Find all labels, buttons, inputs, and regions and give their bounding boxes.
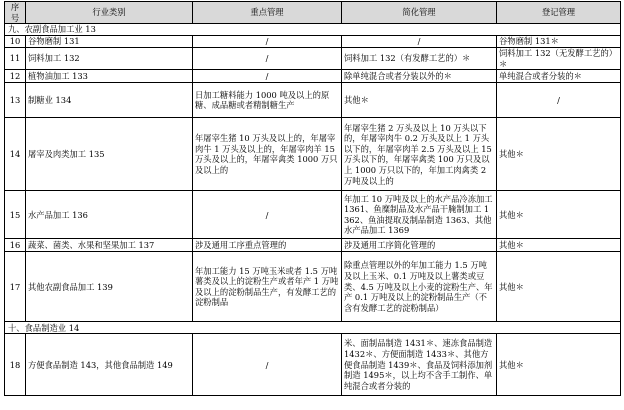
table-row [5,36,621,48]
table-row [5,118,621,191]
cell-key-management: 涉及通用工序重点管理的 [193,239,342,252]
cell-registration-management: 谷物磨制 131＊ [497,36,621,48]
cell-simplified-management: 除单纯混合或者分装以外的＊ [342,70,497,83]
cell-simplified-management: 饲料加工 132（有发酵工艺的）＊ [342,48,497,70]
table-row [5,83,621,118]
cell-industry-category: 制糖业 134 [26,83,193,118]
section-title: 九、农副食品加工业 13 [5,24,621,36]
header-serial-number: 序号 [5,2,26,24]
cell-industry-category: 饲料加工 132 [26,48,193,70]
cell-serial-number: 12 [5,70,26,83]
cell-simplified-management: 米、面制品制造 1431＊、速冻食品制造 1432＊、方便面制造 1433＊、其他方便食品制造 1439＊、食品及饲料添加剂制造 1495＊，以上均不含手工制作、单纯混合或者分装的 [342,334,497,396]
permit-classification-table [4,1,621,396]
cell-simplified-management: 除重点管理以外的年加工能力 1.5 万吨及以上玉米、0.1 万吨及以上薯类或豆类、4.5 万吨及以上小麦的淀粉生产、年产 0.1 万吨及以上的淀粉制品生产（不含有发酵工艺的淀粉制品） [342,252,497,322]
table-header [5,2,621,24]
cell-key-management: / [193,70,342,83]
table-row [5,191,621,239]
cell-industry-category: 植物油加工 133 [26,70,193,83]
cell-industry-category: 谷物磨制 131 [26,36,193,48]
cell-key-management: / [193,334,342,396]
table-row [5,48,621,70]
cell-key-management: 年屠宰生猪 10 万头及以上的，年屠宰肉牛 1 万头及以上的，年屠宰肉羊 15 万头及以上的，年屠宰禽类 1000 万只及以上的 [193,118,342,191]
cell-industry-category: 蔬菜、菌类、水果和坚果加工 137 [26,239,193,252]
table-row [5,70,621,83]
cell-key-management: / [193,36,342,48]
cell-simplified-management: 其他＊ [342,83,497,118]
header-registration-management: 登记管理 [497,2,621,24]
cell-key-management: / [193,191,342,239]
cell-serial-number: 10 [5,36,26,48]
header-simplified-management: 简化管理 [342,2,497,24]
cell-industry-category: 其他农副食品加工 139 [26,252,193,322]
cell-simplified-management: 涉及通用工序简化管理的 [342,239,497,252]
cell-key-management: 年加工能力 15 万吨玉米或者 1.5 万吨薯类及以上的淀粉生产或者年产 1 万吨及以上的淀粉制品生产，有发酵工艺的淀粉制品 [193,252,342,322]
table-row [5,334,621,396]
table-row [5,252,621,322]
cell-registration-management: 其他＊ [497,334,621,396]
section-row [5,322,621,334]
cell-simplified-management: 年屠宰生猪 2 万头及以上 10 万头以下的，年屠宰肉牛 0.2 万头及以上 1 万头以下的，年屠宰肉羊 2.5 万头及以上 15 万头以下的，年屠宰禽类 100 万只及以上 1000 万只以下的，年加工肉禽类 2 万吨及以上的 [342,118,497,191]
section-title: 十、食品制造业 14 [5,322,621,334]
cell-serial-number: 17 [5,252,26,322]
cell-key-management: / [193,48,342,70]
cell-registration-management: 其他＊ [497,252,621,322]
cell-serial-number: 13 [5,83,26,118]
cell-industry-category: 方便食品制造 143，其他食品制造 149 [26,334,193,396]
cell-simplified-management: / [342,36,497,48]
cell-serial-number: 18 [5,334,26,396]
cell-registration-management: 单纯混合或者分装的＊ [497,70,621,83]
table-row [5,239,621,252]
cell-registration-management: 其他＊ [497,239,621,252]
cell-simplified-management: 年加工 10 万吨及以上的水产品冷冻加工 1361、鱼糜制品及水产品干腌制加工 1362、鱼油提取及制品制造 1363、其他水产品加工 1369 [342,191,497,239]
cell-registration-management: 其他＊ [497,118,621,191]
cell-key-management: 日加工糖料能力 1000 吨及以上的原糖、成品糖或者精制糖生产 [193,83,342,118]
section-row [5,24,621,36]
cell-serial-number: 14 [5,118,26,191]
cell-industry-category: 屠宰及肉类加工 135 [26,118,193,191]
cell-industry-category: 水产品加工 136 [26,191,193,239]
cell-serial-number: 16 [5,239,26,252]
header-industry-category: 行业类别 [26,2,193,24]
cell-serial-number: 11 [5,48,26,70]
cell-registration-management: / [497,83,621,118]
cell-registration-management: 其他＊ [497,191,621,239]
cell-registration-management: 饲料加工 132（无发酵工艺的）＊ [497,48,621,70]
header-key-management: 重点管理 [193,2,342,24]
cell-serial-number: 15 [5,191,26,239]
